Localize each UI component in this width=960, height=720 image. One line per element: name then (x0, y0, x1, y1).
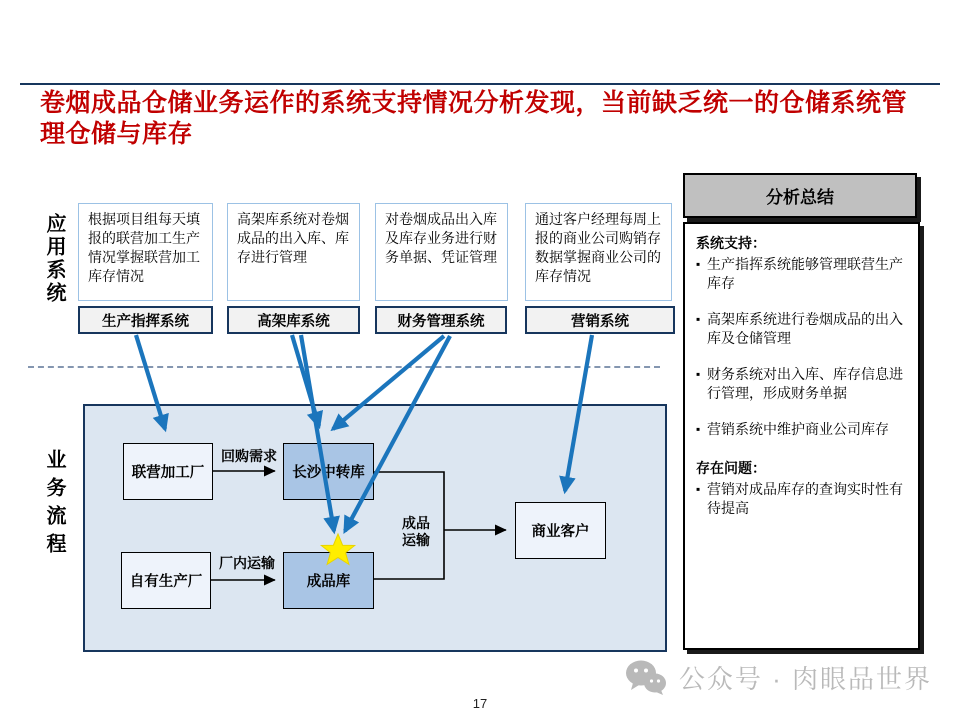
system-desc-highrack: 高架库系统对卷烟成品的出入库、库存进行管理 (227, 203, 360, 301)
summary-support-item: ▪ 生产指挥系统能够管理联营生产库存 (696, 255, 910, 293)
edge-label-buyback-demand: 回购需求 (221, 448, 277, 464)
summary-panel-body (683, 222, 920, 650)
summary-issue-item: ▪ 营销对成品库存的查询实时性有待提高 (696, 480, 910, 518)
summary-issue-title: 存在问题： (696, 460, 766, 476)
wechat-icon (625, 660, 667, 696)
side-label-application-systems: 应用系统 (43, 213, 65, 305)
flow-node-own-factory: 自有生产厂 (121, 552, 211, 609)
page-number: 17 (472, 696, 488, 711)
header-rule (20, 83, 940, 85)
flow-node-joint-factory: 联营加工厂 (123, 443, 213, 500)
side-label-business-process: 业务流程 (43, 449, 65, 561)
flow-node-commercial-customer: 商业客户 (515, 502, 606, 559)
page-title: 卷烟成品仓储业务运作的系统支持情况分析发现，当前缺乏统一的仓储系统管理仓储与库存 (40, 89, 908, 148)
system-box-production: 生产指挥系统 (78, 306, 213, 334)
summary-support-item: ▪ 财务系统对出入库、库存信息进行管理，形成财务单据 (696, 365, 910, 403)
flow-node-product-warehouse: 成品库 (283, 552, 374, 609)
edge-label-inplant-transport: 厂内运输 (219, 555, 275, 571)
system-box-finance: 财务管理系统 (375, 306, 507, 334)
system-desc-finance: 对卷烟成品出入库及库存业务进行财务单据、凭证管理 (375, 203, 508, 301)
summary-support-item: ▪ 营销系统中维护商业公司库存 (696, 420, 910, 439)
watermark-text: 公众号 · 肉眼品世界 (678, 664, 932, 694)
flow-node-changsha-transit: 长沙中转库 (283, 443, 374, 500)
watermark (625, 659, 932, 696)
system-box-marketing: 营销系统 (525, 306, 675, 334)
layer-divider-dashed-line (28, 366, 660, 368)
system-desc-production: 根据项目组每天填报的联营加工生产情况掌握联营加工库存情况 (78, 203, 213, 301)
summary-support-title: 系统支持： (696, 235, 766, 251)
system-box-highrack: 高架库系统 (227, 306, 360, 334)
summary-panel-header: 分析总结 (683, 173, 917, 218)
edge-label-product-transport: 成品运输 (402, 515, 430, 548)
system-desc-marketing: 通过客户经理每周上报的商业公司购销存数据掌握商业公司的库存情况 (525, 203, 672, 301)
summary-support-item: ▪ 高架库系统进行卷烟成品的出入库及仓储管理 (696, 310, 910, 348)
